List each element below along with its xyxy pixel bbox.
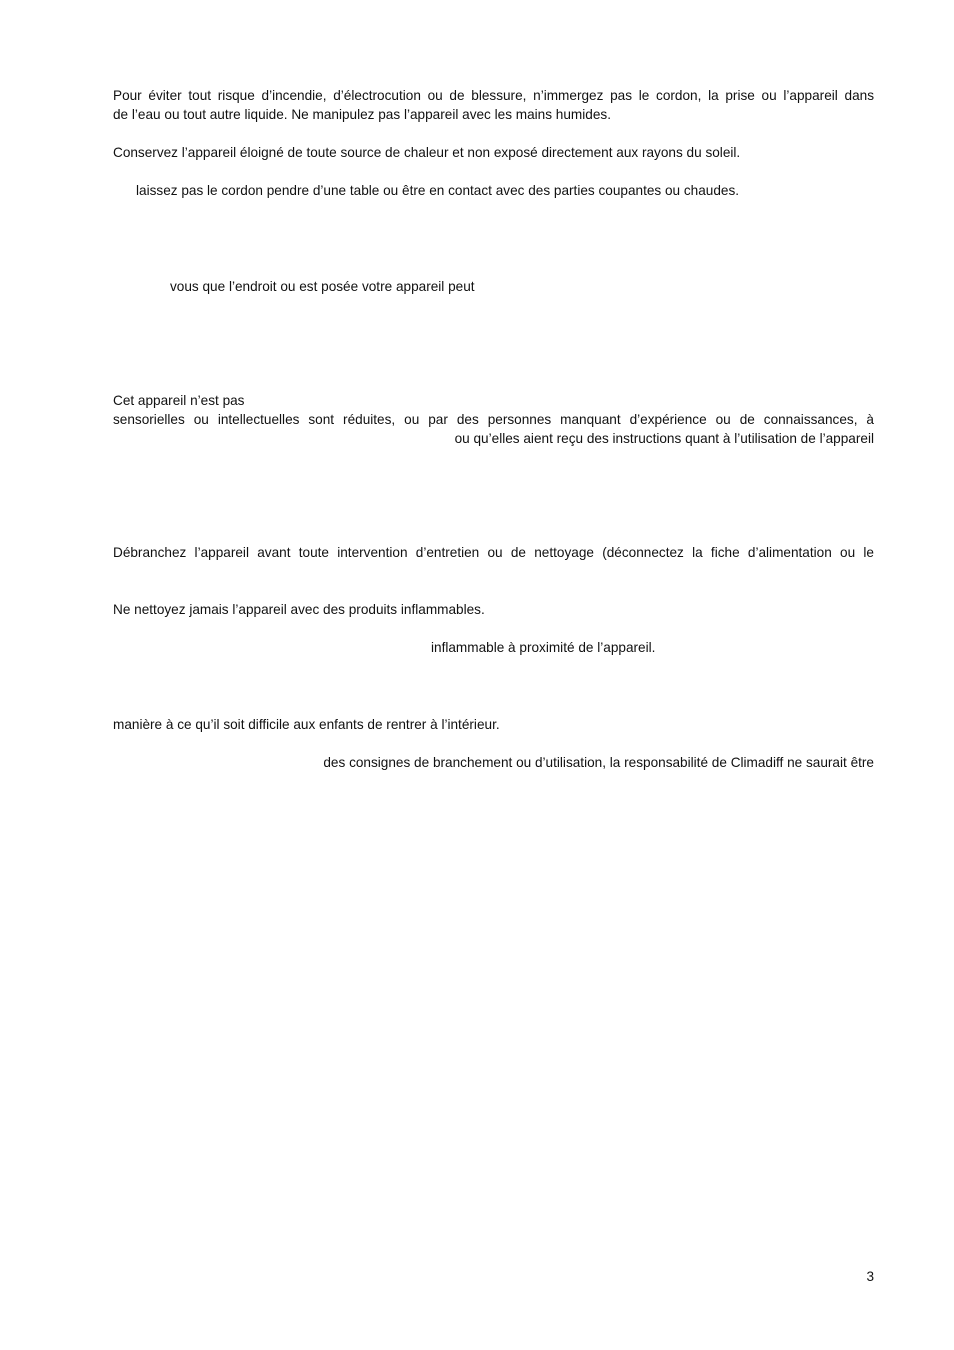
text-line-never-clean: Ne nettoyez jamais l’appareil avec des produits inflammables. — [113, 602, 485, 617]
text-line-fire-risk: Pour éviter tout risque d’incendie, d’électrocution ou de blessure, n’immergez pas le cordon, la prise ou l’appareil dans — [113, 88, 874, 103]
text-line-liquid: de l’eau ou tout autre liquide. Ne manipulez pas l’appareil avec les mains humides. — [113, 107, 611, 122]
text-line-children: manière à ce qu’il soit difficile aux enfants de rentrer à l’intérieur. — [113, 717, 500, 732]
text-line-appliance-not: Cet appareil n’est pas — [113, 393, 245, 408]
text-line-flammable: inflammable à proximité de l’appareil. — [431, 640, 656, 655]
text-line-instructions: ou qu’elles aient reçu des instructions quant à l’utilisation de l’appareil — [454, 431, 874, 446]
text-line-sensory: sensorielles ou intellectuelles sont réduites, ou par des personnes manquant d’expérience ou de connaissances, à — [113, 412, 874, 427]
text-line-unplug: Débranchez l’appareil avant toute intervention d’entretien ou de nettoyage (déconnectez la fiche d’alimentation ou le — [113, 545, 874, 560]
text-line-location: vous que l’endroit ou est posée votre appareil peut — [170, 279, 475, 294]
page-number: 3 — [866, 1269, 874, 1284]
text-line-responsibility: des consignes de branchement ou d’utilisation, la responsabilité de Climadiff ne saurait être — [323, 755, 874, 770]
text-line-cord: laissez pas le cordon pendre d’une table ou être en contact avec des parties coupantes ou chaudes. — [136, 183, 740, 198]
text-line-heat-source: Conservez l’appareil éloigné de toute source de chaleur et non exposé directement aux rayons du soleil. — [113, 145, 741, 160]
